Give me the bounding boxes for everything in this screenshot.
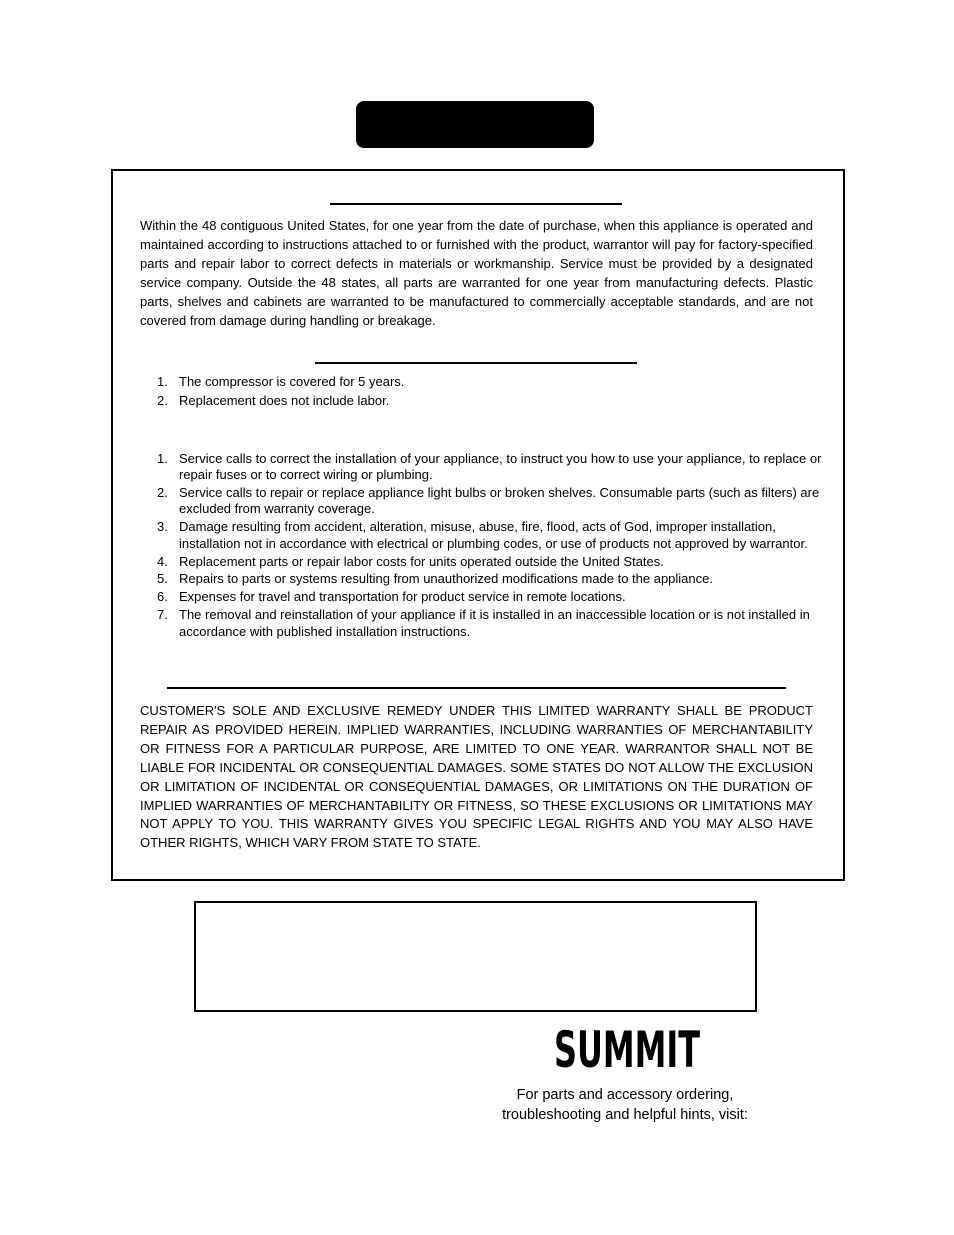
title-bar <box>356 101 594 148</box>
heading-rule-remedy <box>167 687 786 689</box>
limited-warranty-text: Within the 48 contiguous United States, for one year from the date of purchase, when this appliance is operated and maintained according to instructions attached to or furnished with the product, warrantor will pay for factory-specified parts and repair labor to correct defects in materials or workmanship. Service must be provided by a designated service company. Outside the 48 states, all parts are warranted for one year from manufacturing defects. Plastic parts, shelves and cabinets are warranted to be manufactured to commercially acceptable standards, and are not covered from damage during handling or breakage. <box>140 218 813 328</box>
exclusions-list <box>140 451 830 641</box>
visit-text <box>480 1085 770 1125</box>
list-item <box>140 393 830 409</box>
list-text: Service calls to correct the installation of your appliance, to instruct you how to use your appliance, to replace or repair fuses or to correct wiring or plumbing. <box>179 451 822 483</box>
visit-line-1: For parts and accessory ordering, <box>516 1087 734 1103</box>
list-number: 7. <box>157 607 168 623</box>
list-item <box>140 571 830 587</box>
list-item <box>140 554 830 570</box>
list-number: 1. <box>157 374 168 389</box>
remedy-text: CUSTOMER'S SOLE AND EXCLUSIVE REMEDY UNDER THIS LIMITED WARRANTY SHALL BE PRODUCT REPAIR AS PROVIDED HEREIN. IMPLIED WARRANTIES, INCLUDING WARRANTIES OF MERCHANTABILITY OR FITNESS FOR A PARTICULAR PURPOSE, ARE LIMITED TO ONE YEAR. WARRANTOR SHALL NOT BE LIABLE FOR INCIDENTAL OR CONSEQUENTIAL DAMAGES. SOME STATES DO NOT ALLOW THE EXCLUSION OR LIMITATION OF INCIDENTAL OR CONSEQUENTIAL DAMAGES, OR LIMITATIONS ON THE DURATION OF IMPLIED WARRANTIES OF MERCHANTABILITY OR FITNESS, SO THESE EXCLUSIONS OR LIMITATIONS MAY NOT APPLY TO YOU. THIS WARRANTY GIVES YOU SPECIFIC LEGAL RIGHTS AND YOU MAY ALSO HAVE OTHER RIGHTS, WHICH VARY FROM STATE TO STATE. <box>140 703 813 851</box>
list-text: The compressor is covered for 5 years. <box>179 374 405 389</box>
heading-rule-compressor <box>315 362 637 364</box>
list-text: Damage resulting from accident, alteration, misuse, abuse, fire, flood, acts of God, improper installation, installation not in accordance with electrical or plumbing codes, or use of products not approved by warrantor. <box>179 519 808 551</box>
visit-line-2: troubleshooting and helpful hints, visit: <box>502 1107 748 1123</box>
heading-rule-limited-warranty <box>330 203 622 205</box>
list-item <box>140 519 830 552</box>
list-number: 5. <box>157 571 168 587</box>
list-item <box>140 485 830 518</box>
list-text: Replacement parts or repair labor costs for units operated outside the United States. <box>179 553 664 569</box>
list-text: The removal and reinstallation of your appliance if it is installed in an inaccessible location or is not installed in accordance with published installation instructions. <box>179 607 810 639</box>
list-item <box>140 451 830 484</box>
compressor-list <box>140 374 830 413</box>
list-number: 2. <box>157 485 168 501</box>
list-number: 3. <box>157 519 168 535</box>
list-text: Expenses for travel and transportation for product service in remote locations. <box>179 589 626 605</box>
list-item <box>140 374 830 390</box>
list-number: 2. <box>157 393 168 409</box>
summit-logo <box>552 1021 702 1079</box>
list-number: 1. <box>157 451 168 466</box>
contact-box <box>194 901 757 1012</box>
logo-lettering: SUMMIT <box>554 1021 700 1079</box>
list-text: Replacement does not include labor. <box>179 393 390 409</box>
list-item <box>140 607 830 640</box>
list-text: Repairs to parts or systems resulting from unauthorized modifications made to the appliance. <box>179 571 713 587</box>
list-text: Service calls to repair or replace appliance light bulbs or broken shelves. Consumable parts (such as filters) are excluded from warranty coverage. <box>179 485 820 517</box>
list-item <box>140 589 830 605</box>
list-number: 4. <box>157 553 168 569</box>
list-number: 6. <box>157 589 168 605</box>
